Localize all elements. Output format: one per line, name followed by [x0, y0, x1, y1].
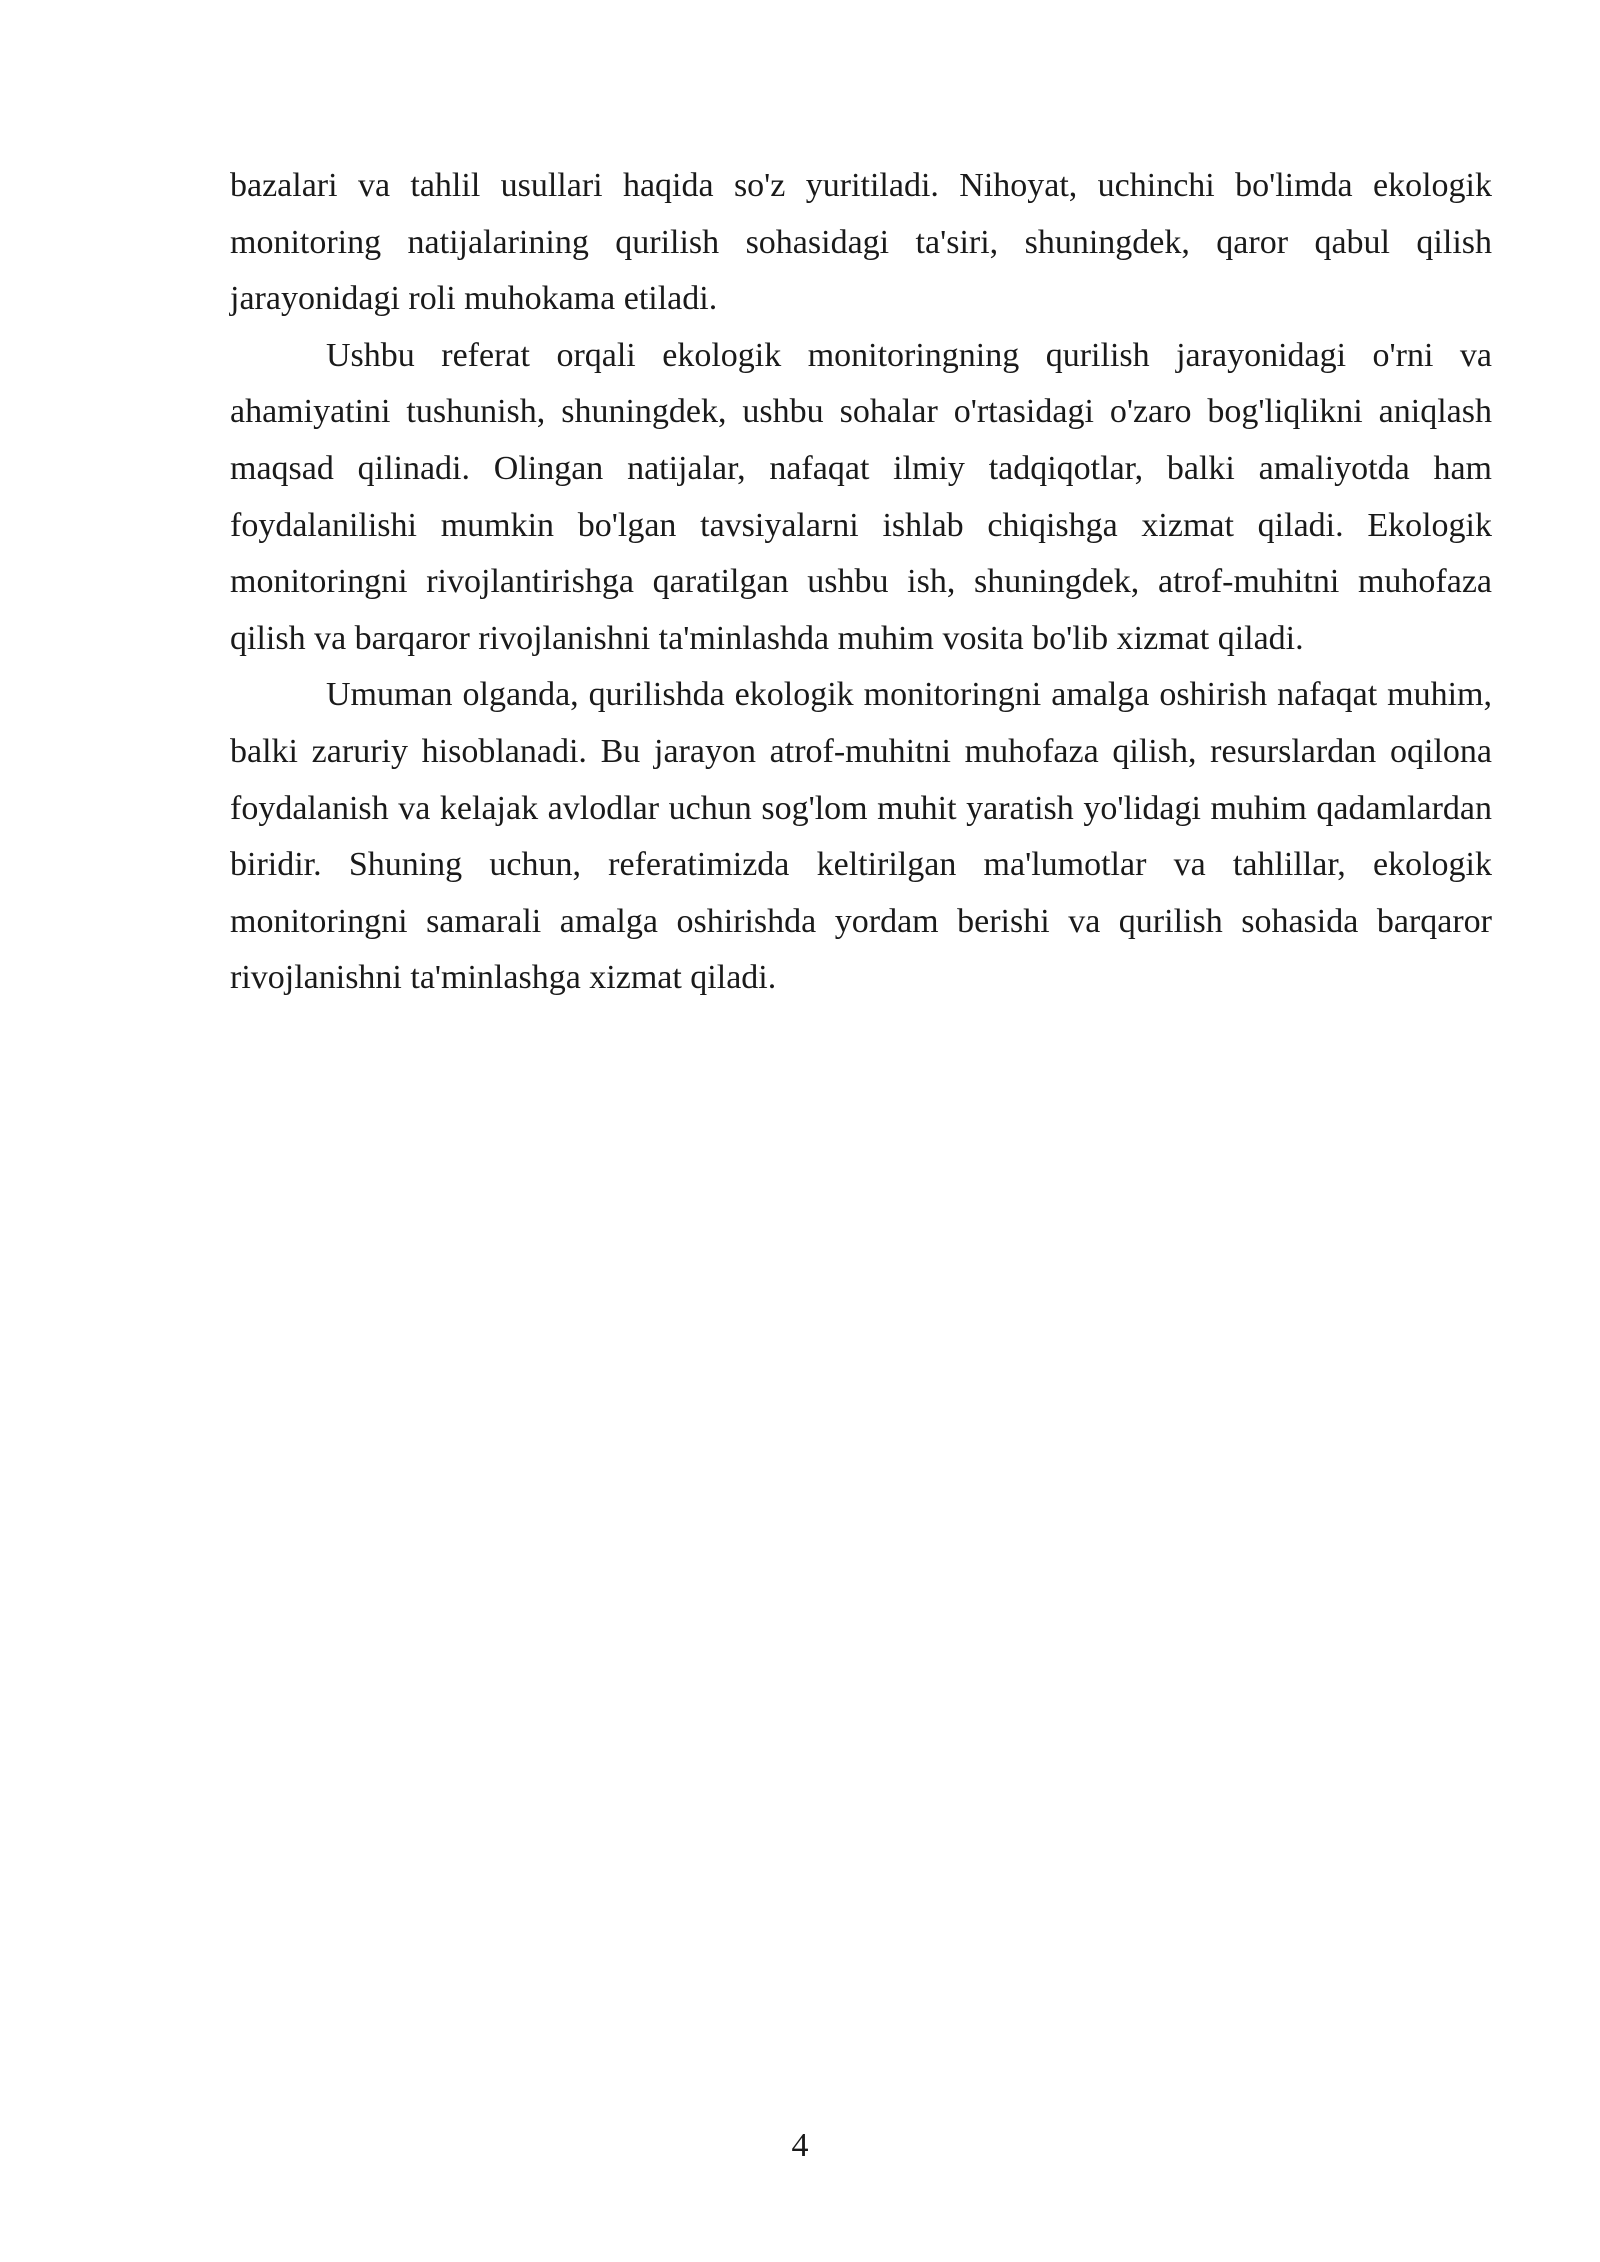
paragraph-purpose: Ushbu referat orqali ekologik monitoringning qurilish jarayonidagi o'rni va ahamiyatini tushunish, shuningdek, ushbu sohalar o'rtasidagi o'zaro bog'liqlikni aniqlash maqsad qilinadi. Olingan natijalar, nafaqat ilmiy tadqiqotlar, balki amaliyotda ham foydalanilishi mumkin bo'lgan tavsiyalarni ishlab chiqishga xizmat qiladi. Ekologik monitoringni rivojlantirishga qaratilgan ushbu ish, shuningdek, atrof-muhitni muhofaza qilish va barqaror rivojlanishni ta'minlashda muhim vosita bo'lib xizmat qiladi. [230, 336, 1492, 657]
paragraph-conclusion: Umuman olganda, qurilishda ekologik monitoringni amalga oshirish nafaqat muhim, balki zaruriy hisoblanadi. Bu jarayon atrof-muhitni muhofaza qilish, resurslardan oqilona foydalanish va kelajak avlodlar uchun sog'lom muhit yaratish yo'lidagi muhim qadamlardan biridir. Shuning uchun, referatimizda keltirilgan ma'lumotlar va tahlillar, ekologik monitoringni samarali amalga oshirishda yordam berishi va qurilish sohasida barqaror rivojlanishni ta'minlashga xizmat qiladi. [230, 676, 1492, 997]
paragraph-continuation: bazalari va tahlil usullari haqida so'z yuritiladi. Nihoyat, uchinchi bo'limda ekologik monitoring natijalarining qurilish sohasidagi ta'siri, shuningdek, qaror qabul qilish jarayonidagi roli muhokama etiladi. [230, 167, 1492, 318]
page-number: 4 [791, 2127, 809, 2164]
body-text [230, 158, 1492, 1007]
